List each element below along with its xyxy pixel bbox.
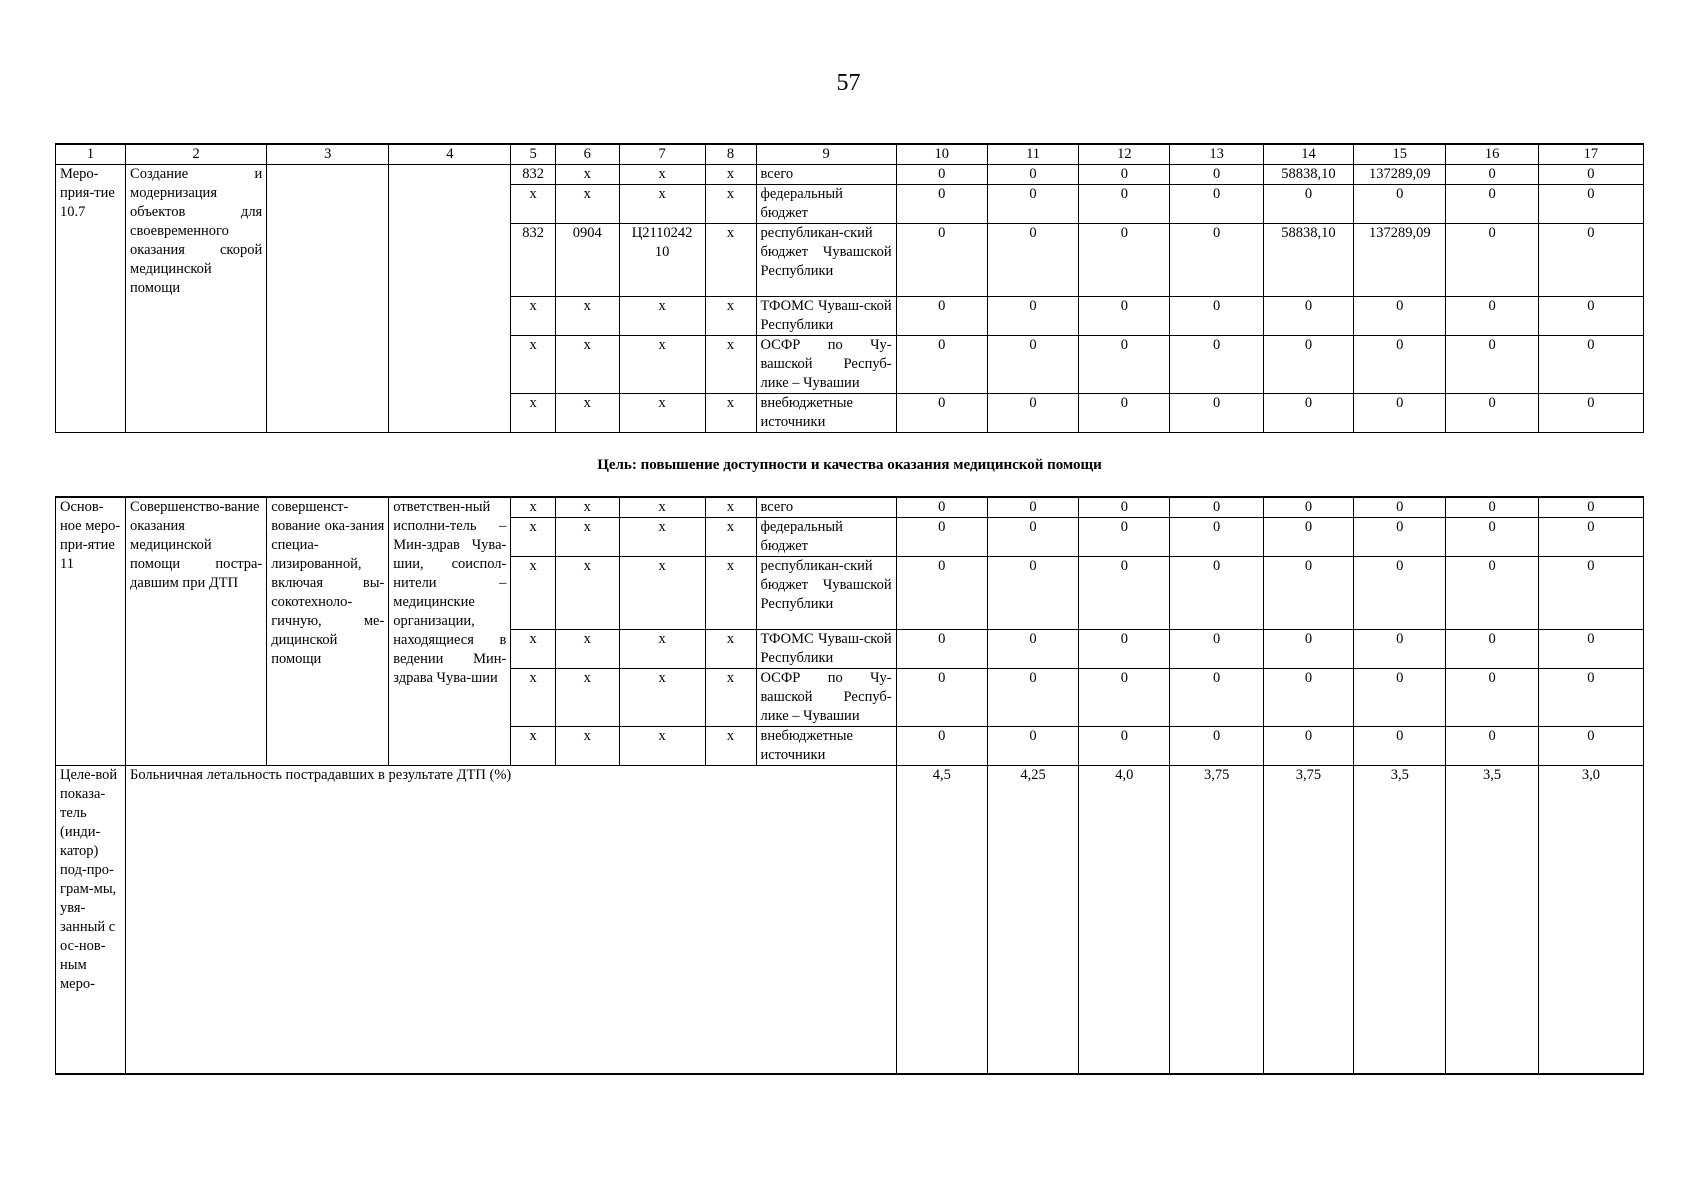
code-section: х — [555, 497, 619, 518]
year-value: 0 — [896, 727, 987, 766]
code-expense-type: х — [705, 394, 756, 433]
year-value: 0 — [1446, 518, 1538, 557]
code-section: 0904 — [555, 224, 619, 297]
code-expense-type: х — [705, 224, 756, 297]
year-value: 0 — [1263, 497, 1353, 518]
code-section: х — [555, 165, 619, 185]
year-value: 0 — [1079, 165, 1170, 185]
year-value: 0 — [1170, 336, 1263, 394]
year-value: 0 — [1354, 394, 1446, 433]
year-value: 0 — [987, 518, 1078, 557]
year-value: 58838,10 — [1263, 224, 1353, 297]
indicator-value: 4,0 — [1079, 766, 1170, 1075]
year-value: 0 — [1354, 518, 1446, 557]
column-number: 15 — [1354, 144, 1446, 165]
code-grbs: х — [511, 630, 556, 669]
column-number: 17 — [1538, 144, 1643, 165]
code-section: х — [555, 557, 619, 630]
funding-source: ТФОМС Чуваш-ской Республики — [756, 297, 896, 336]
funding-source: республикан-ский бюджет Чувашской Республики — [756, 557, 896, 630]
code-expense-type: х — [705, 669, 756, 727]
year-value: 0 — [1079, 727, 1170, 766]
year-value: 0 — [1263, 394, 1353, 433]
code-section: х — [555, 669, 619, 727]
year-value: 58838,10 — [1263, 165, 1353, 185]
funding-source: ОСФР по Чу-вашской Респуб-лике – Чувашии — [756, 669, 896, 727]
column-number: 13 — [1170, 144, 1263, 165]
year-value: 0 — [1263, 185, 1353, 224]
column-number: 16 — [1446, 144, 1538, 165]
year-value: 0 — [896, 630, 987, 669]
main-measure-11-table — [55, 496, 1644, 1075]
funding-source: ОСФР по Чу-вашской Респуб-лике – Чувашии — [756, 336, 896, 394]
measure-name: Совершенство-вание оказания медицинской помощи постра-давшим при ДТП — [126, 497, 267, 766]
year-value: 0 — [1446, 224, 1538, 297]
code-expense-type: х — [705, 185, 756, 224]
year-value: 0 — [1079, 557, 1170, 630]
column-number-row — [56, 144, 1644, 165]
year-value: 0 — [896, 497, 987, 518]
year-value: 0 — [1263, 557, 1353, 630]
year-value: 0 — [1354, 630, 1446, 669]
code-section: х — [555, 518, 619, 557]
code-target-item: Ц2110242 10 — [619, 224, 705, 297]
year-value: 0 — [987, 394, 1078, 433]
code-grbs: х — [511, 336, 556, 394]
code-grbs: х — [511, 557, 556, 630]
code-expense-type: х — [705, 727, 756, 766]
year-value: 0 — [1446, 497, 1538, 518]
year-value: 0 — [1446, 165, 1538, 185]
code-target-item: х — [619, 727, 705, 766]
year-value: 0 — [896, 224, 987, 297]
code-section: х — [555, 394, 619, 433]
year-value: 0 — [1446, 727, 1538, 766]
code-target-item: х — [619, 165, 705, 185]
year-value: 0 — [1079, 336, 1170, 394]
funding-source: внебюджетные источники — [756, 727, 896, 766]
year-value: 0 — [1538, 185, 1643, 224]
column-number: 8 — [705, 144, 756, 165]
indicator-value: 4,5 — [896, 766, 987, 1075]
code-grbs: х — [511, 497, 556, 518]
funding-source: внебюджетные источники — [756, 394, 896, 433]
column-number: 4 — [389, 144, 511, 165]
year-value: 0 — [1170, 518, 1263, 557]
code-expense-type: х — [705, 165, 756, 185]
column-number: 6 — [555, 144, 619, 165]
code-section: х — [555, 297, 619, 336]
code-target-item: х — [619, 497, 705, 518]
code-grbs: 832 — [511, 165, 556, 185]
code-target-item: х — [619, 297, 705, 336]
year-value: 0 — [1354, 727, 1446, 766]
year-value: 0 — [987, 165, 1078, 185]
funding-source: всего — [756, 497, 896, 518]
year-value: 0 — [1170, 165, 1263, 185]
year-value: 0 — [1079, 394, 1170, 433]
year-value: 0 — [1538, 336, 1643, 394]
page-number: 57 — [836, 70, 861, 96]
code-expense-type: х — [705, 630, 756, 669]
measure-executor — [389, 165, 511, 433]
year-value: 0 — [1170, 497, 1263, 518]
funding-source: федеральный бюджет — [756, 185, 896, 224]
indicator-text: Больничная летальность пострадавших в результате ДТП (%) — [126, 766, 897, 1075]
year-value: 0 — [1079, 518, 1170, 557]
year-value: 0 — [1263, 297, 1353, 336]
year-value: 0 — [1263, 669, 1353, 727]
measure-task: совершенст-вование ока-зания специа-лизированной, включая вы-сокотехноло-гичную, ме-дицинской помощи — [267, 497, 389, 766]
year-value: 0 — [896, 518, 987, 557]
year-value: 0 — [987, 727, 1078, 766]
year-value: 0 — [1446, 185, 1538, 224]
code-grbs: х — [511, 394, 556, 433]
code-target-item: х — [619, 669, 705, 727]
year-value: 0 — [1538, 727, 1643, 766]
measure-executor: ответствен-ный исполни-тель – Мин-здрав Чува-шии, соиспол-нители – медицинские организации, находящиеся в ведении Мин-здрава Чува-шии — [389, 497, 511, 766]
code-expense-type: х — [705, 497, 756, 518]
year-value: 0 — [1170, 669, 1263, 727]
year-value: 0 — [1538, 497, 1643, 518]
year-value: 0 — [1446, 297, 1538, 336]
year-value: 0 — [896, 669, 987, 727]
column-number: 3 — [267, 144, 389, 165]
column-number: 10 — [896, 144, 987, 165]
year-value: 0 — [987, 185, 1078, 224]
indicator-value: 3,5 — [1446, 766, 1538, 1075]
indicator-value: 4,25 — [987, 766, 1078, 1075]
code-grbs: х — [511, 669, 556, 727]
code-target-item: х — [619, 394, 705, 433]
year-value: 0 — [1079, 497, 1170, 518]
year-value: 0 — [1170, 557, 1263, 630]
code-grbs: х — [511, 185, 556, 224]
measure-name: Создание и модернизация объектов для своевременного оказания скорой медицинской помощи — [126, 165, 267, 433]
column-number: 11 — [987, 144, 1078, 165]
year-value: 0 — [1263, 630, 1353, 669]
year-value: 0 — [1170, 394, 1263, 433]
indicator-value: 3,75 — [1263, 766, 1353, 1075]
year-value: 0 — [987, 336, 1078, 394]
year-value: 0 — [1538, 518, 1643, 557]
indicator-value: 3,0 — [1538, 766, 1643, 1075]
code-target-item: х — [619, 185, 705, 224]
code-section: х — [555, 630, 619, 669]
year-value: 0 — [1079, 185, 1170, 224]
year-value: 137289,09 — [1354, 165, 1446, 185]
year-value: 0 — [1170, 185, 1263, 224]
column-number: 5 — [511, 144, 556, 165]
year-value: 0 — [987, 557, 1078, 630]
year-value: 0 — [1354, 557, 1446, 630]
year-value: 0 — [1354, 297, 1446, 336]
column-number: 2 — [126, 144, 267, 165]
year-value: 0 — [1170, 224, 1263, 297]
year-value: 0 — [1538, 297, 1643, 336]
year-value: 0 — [896, 394, 987, 433]
measure-task — [267, 165, 389, 433]
year-value: 137289,09 — [1354, 224, 1446, 297]
year-value: 0 — [987, 630, 1078, 669]
year-value: 0 — [1538, 630, 1643, 669]
year-value: 0 — [987, 497, 1078, 518]
measure-id: Основ-ное меро-при-ятие 11 — [56, 497, 126, 766]
column-number: 12 — [1079, 144, 1170, 165]
indicator-value: 3,5 — [1354, 766, 1446, 1075]
code-grbs: 832 — [511, 224, 556, 297]
year-value: 0 — [987, 297, 1078, 336]
code-target-item: х — [619, 557, 705, 630]
year-value: 0 — [1263, 518, 1353, 557]
funding-source: республикан-ский бюджет Чувашской Республики — [756, 224, 896, 297]
code-section: х — [555, 185, 619, 224]
table-row — [56, 165, 1644, 185]
year-value: 0 — [1446, 336, 1538, 394]
year-value: 0 — [896, 297, 987, 336]
measure-10-7-table — [55, 143, 1644, 433]
year-value: 0 — [896, 557, 987, 630]
funding-source: всего — [756, 165, 896, 185]
year-value: 0 — [1446, 557, 1538, 630]
year-value: 0 — [1263, 727, 1353, 766]
funding-source: ТФОМС Чуваш-ской Республики — [756, 630, 896, 669]
year-value: 0 — [1079, 669, 1170, 727]
code-section: х — [555, 336, 619, 394]
code-target-item: х — [619, 336, 705, 394]
code-grbs: х — [511, 727, 556, 766]
code-expense-type: х — [705, 518, 756, 557]
year-value: 0 — [1538, 669, 1643, 727]
year-value: 0 — [1538, 394, 1643, 433]
year-value: 0 — [1354, 669, 1446, 727]
column-number: 14 — [1263, 144, 1353, 165]
indicator-label: Целе-вой показа-тель (инди-катор) под-про-грам-мы, увя-занный с ос-нов-ным меро- — [56, 766, 126, 1075]
code-target-item: х — [619, 630, 705, 669]
year-value: 0 — [1538, 224, 1643, 297]
year-value: 0 — [1170, 297, 1263, 336]
year-value: 0 — [896, 336, 987, 394]
indicator-row — [56, 766, 1644, 1075]
year-value: 0 — [1446, 630, 1538, 669]
year-value: 0 — [1538, 557, 1643, 630]
column-number: 7 — [619, 144, 705, 165]
year-value: 0 — [987, 224, 1078, 297]
column-number: 9 — [756, 144, 896, 165]
year-value: 0 — [1354, 497, 1446, 518]
funding-source: федеральный бюджет — [756, 518, 896, 557]
year-value: 0 — [896, 185, 987, 224]
year-value: 0 — [987, 669, 1078, 727]
year-value: 0 — [1079, 224, 1170, 297]
code-expense-type: х — [705, 336, 756, 394]
table-row — [56, 497, 1644, 518]
column-number: 1 — [56, 144, 126, 165]
year-value: 0 — [1170, 727, 1263, 766]
year-value: 0 — [1354, 185, 1446, 224]
measure-id: Меро-прия-тие 10.7 — [56, 165, 126, 433]
code-target-item: х — [619, 518, 705, 557]
year-value: 0 — [1538, 165, 1643, 185]
code-section: х — [555, 727, 619, 766]
year-value: 0 — [1079, 630, 1170, 669]
indicator-value: 3,75 — [1170, 766, 1263, 1075]
year-value: 0 — [1263, 336, 1353, 394]
year-value: 0 — [1354, 336, 1446, 394]
year-value: 0 — [1079, 297, 1170, 336]
code-grbs: х — [511, 297, 556, 336]
year-value: 0 — [896, 165, 987, 185]
year-value: 0 — [1170, 630, 1263, 669]
year-value: 0 — [1446, 394, 1538, 433]
goal-heading: Цель: повышение доступности и качества оказания медицинской помощи — [597, 457, 1102, 473]
year-value: 0 — [1446, 669, 1538, 727]
code-expense-type: х — [705, 557, 756, 630]
code-expense-type: х — [705, 297, 756, 336]
code-grbs: х — [511, 518, 556, 557]
